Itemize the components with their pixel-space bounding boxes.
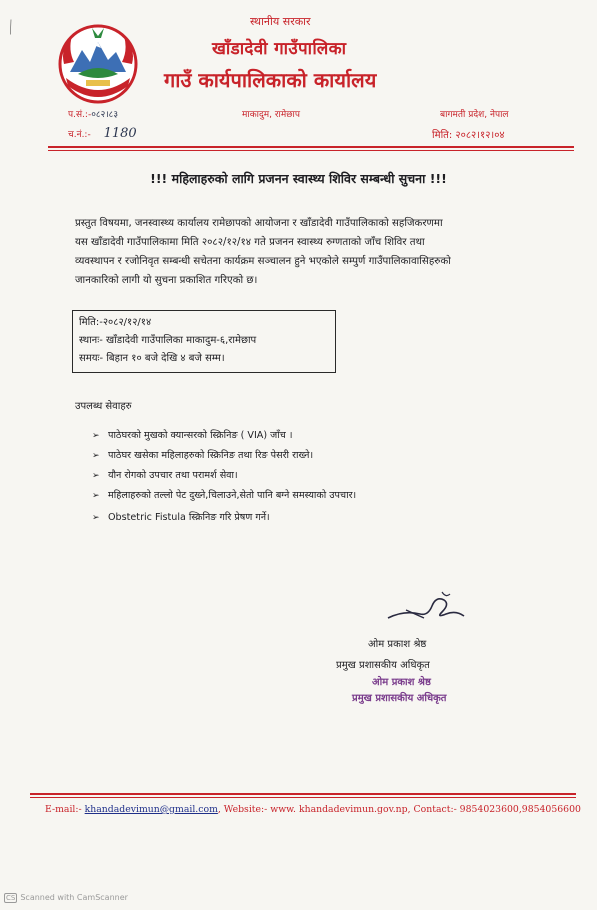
footer-divider-thin — [30, 797, 576, 798]
website-label: , Website:- — [217, 804, 271, 815]
office-address: माकादुम, रामेछाप — [242, 110, 300, 120]
service-text: महिलाहरुको तल्लो पेट दुख्ने,चिलाउने,सेतो पानि बग्ने समस्याको उपचार। — [108, 490, 357, 501]
contact-numbers: 9854023600,9854056600 — [459, 804, 581, 815]
notice-subject: !!! महिलाहरुको लागि प्रजनन स्वास्थ्य शिविर सम्बन्धी सुचना !!! — [150, 171, 447, 186]
signatory-name: ओम प्रकाश श्रेष्ठ — [368, 639, 427, 650]
handwritten-signature — [384, 588, 474, 624]
list-item — [92, 468, 238, 481]
header-divider — [48, 146, 574, 148]
footer-divider — [30, 793, 576, 795]
office-name: गाउँ कार्यपालिकाको कार्यालय — [164, 68, 377, 92]
date-value: २०८२।१२।०४ — [455, 130, 505, 141]
body-line: जानकारिको लागी यो सुचना प्रकाशित गरिएको छ। — [75, 275, 258, 286]
footer-contact — [45, 804, 581, 815]
email-link[interactable]: khandadevimun@gmail.com — [84, 804, 218, 815]
chalani-handwritten-number: 1180 — [103, 126, 137, 141]
chalani-row — [68, 126, 137, 141]
camscanner-watermark — [4, 893, 128, 903]
service-text: यौन रोगको उपचार तथा परामर्श सेवा। — [108, 470, 238, 481]
ref-number-label: प.सं.:- — [68, 110, 92, 120]
date-label: मिति: — [432, 130, 453, 141]
chalani-label: च.नं.:- — [68, 130, 91, 140]
service-text: पाठेघरको मुखको क्यान्सरको स्क्रिनिङ ( VIA) जाँच । — [108, 430, 293, 441]
signatory-title: प्रमुख प्रशासकीय अधिकृत — [336, 660, 430, 671]
letter-date — [432, 127, 505, 141]
ref-number-row — [68, 107, 118, 120]
municipality-name: खाँडादेवी गाउँपालिका — [212, 39, 347, 59]
event-place: स्थानः- खाँडादेवी गाउँपालिका माकादुम-६,रामेछाप — [79, 335, 257, 346]
title-stamp: प्रमुख प्रशासकीय अधिकृत — [352, 693, 447, 704]
service-text: Obstetric Fistula स्क्रिनिङ गरि प्रेषण गर्ने। — [108, 512, 270, 523]
contact-label: , Contact:- — [407, 804, 460, 815]
header-divider-thin — [48, 150, 574, 151]
bullet-arrow-icon: ➢ — [92, 431, 100, 441]
list-item — [92, 488, 356, 501]
list-item — [92, 428, 293, 441]
services-heading: उपलब्ध सेवाहरु — [75, 401, 132, 412]
margin-pen-mark — [10, 12, 12, 42]
event-time: समयः- बिहान १० बजे देखि ४ बजे सम्म। — [79, 353, 225, 364]
ref-number-value: ०८२।८३ — [91, 110, 119, 120]
government-label: स्थानीय सरकार — [250, 15, 311, 28]
body-line: व्यवस्थापन र रजोनिवृत सम्बन्धी सचेतना कार्यक्रम सञ्चालन हुने भएकोले सम्पुर्ण गाउँपालिकावासिहरुको — [75, 256, 451, 267]
list-item — [92, 448, 313, 461]
service-text: पाठेघर खसेका महिलाहरुको स्क्रिनिङ तथा रिङ पेसरी राख्ने। — [108, 450, 314, 461]
bullet-arrow-icon: ➢ — [92, 471, 100, 481]
notice-body — [75, 214, 543, 290]
website-link[interactable]: www. khandadevimun.gov.np — [270, 804, 408, 815]
bullet-arrow-icon: ➢ — [92, 491, 100, 501]
camscanner-text: Scanned with CamScanner — [20, 893, 128, 902]
email-label: E-mail:- — [45, 804, 85, 815]
event-date: मिति:-२०८२/१२/१४ — [79, 317, 152, 328]
camscanner-logo-icon: CS — [6, 894, 16, 902]
body-line: प्रस्तुत विषयमा, जनस्वास्थ्य कार्यालय रामेछापको आयोजना र खाँडादेवी गाउँपालिकाको सहजिकरणमा — [75, 218, 443, 229]
bullet-arrow-icon: ➢ — [92, 451, 100, 461]
list-item — [92, 510, 270, 523]
nepal-emblem-logo — [56, 22, 140, 106]
event-details-box — [72, 310, 336, 373]
name-stamp: ओम प्रकाश श्रेष्ठ — [372, 677, 431, 688]
province-label: बागमती प्रदेश, नेपाल — [440, 110, 509, 120]
bullet-arrow-icon: ➢ — [92, 513, 100, 523]
body-line: यस खाँडादेवी गाउँपालिकामा मिति २०८२/१२/१४ गते प्रजनन स्वास्थ्य रुग्णताको जाँच शिविर तथा — [75, 237, 425, 248]
